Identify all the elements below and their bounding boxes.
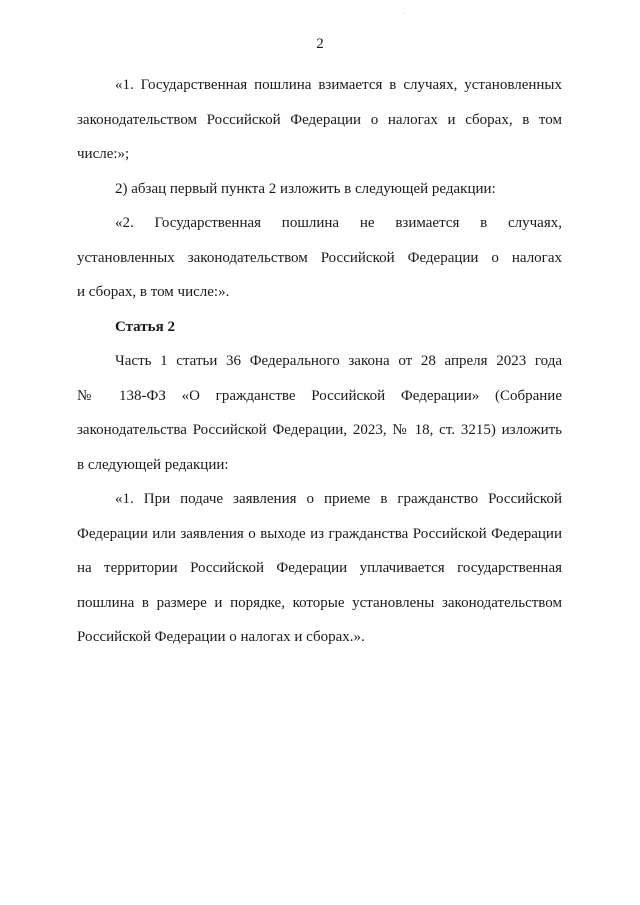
paragraph [77, 206, 562, 310]
text-line: в следующей редакции: [77, 456, 229, 473]
paragraph [77, 344, 562, 482]
paragraph [77, 172, 562, 207]
text-line: Часть 1 статьи 36 Федерального закона от 28 апреля 2023 года [115, 353, 562, 369]
text-line: Российской Федерации о налогах и сборах.». [77, 629, 365, 645]
paragraph [77, 68, 562, 172]
text-line: Статья 2 [115, 318, 175, 335]
paragraph [77, 482, 562, 655]
text-line: № 138-ФЗ «О гражданстве Российской Федерации» (Собрание [77, 387, 562, 404]
text-line: «2. Государственная пошлина не взимается в случаях, [115, 215, 562, 231]
text-line: «1. Государственная пошлина взимается в случаях, установленных [115, 77, 562, 93]
text-line: установленных законодательством Российской Федерации о налогах [77, 249, 562, 266]
text-line: пошлина в размере и порядке, которые установлены законодательством [77, 594, 562, 611]
article-heading [77, 310, 562, 345]
text-line: 2) абзац первый пункта 2 изложить в следующей редакции: [115, 180, 496, 197]
scan-speck [403, 13, 404, 14]
document-body [77, 68, 562, 655]
page-number: 2 [316, 36, 324, 52]
text-line: на территории Российской Федерации уплачивается государственная [77, 560, 562, 576]
text-line: и сборах, в том числе:». [77, 284, 230, 300]
text-line: числе:»; [77, 146, 130, 162]
text-line: законодательством Российской Федерации о налогах и сборах, в том [77, 111, 562, 128]
text-line: Федерации или заявления о выходе из гражданства Российской Федерации [77, 525, 562, 542]
text-line: «1. При подаче заявления о приеме в гражданство Российской [115, 491, 562, 507]
text-line: законодательства Российской Федерации, 2023, № 18, ст. 3215) изложить [77, 422, 562, 438]
